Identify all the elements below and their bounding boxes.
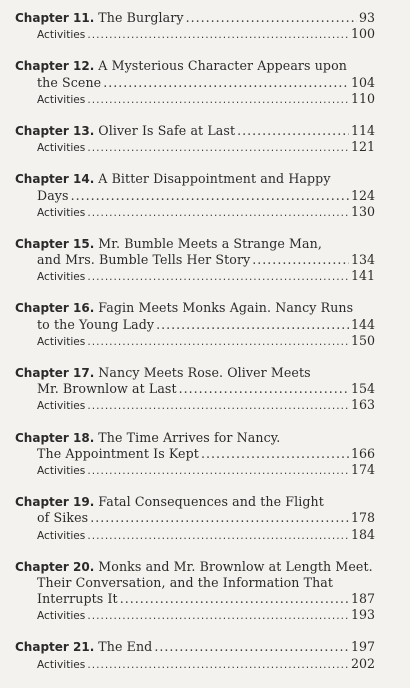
dot-leader xyxy=(87,269,349,285)
activities-label: Activities xyxy=(37,271,86,284)
chapter-title: the Scene xyxy=(37,74,102,90)
chapter-title: Nancy Meets Rose. Oliver Meets xyxy=(98,365,311,380)
chapter-title-text xyxy=(37,75,101,91)
chapter-heading-row xyxy=(15,365,375,381)
activities-row xyxy=(15,527,375,543)
chapter-heading-row xyxy=(15,236,375,252)
activities-label: Activities xyxy=(37,29,86,42)
dot-leader xyxy=(71,188,349,204)
chapter-page-number: 154 xyxy=(350,381,375,397)
activities-page-number: 110 xyxy=(350,90,375,106)
chapter-title-text xyxy=(37,591,118,607)
chapter-title-text xyxy=(37,446,199,462)
chapter-label: Chapter 14. xyxy=(15,172,95,187)
activities-row xyxy=(15,607,375,623)
table-of-contents xyxy=(15,10,375,688)
chapter-title: The Appointment Is Kept xyxy=(37,445,199,461)
chapter-page-number: 134 xyxy=(350,252,375,268)
chapter-title-continuation xyxy=(15,188,375,204)
activities-label: Activities xyxy=(37,658,86,671)
dot-leader xyxy=(179,381,349,397)
toc-entry xyxy=(15,58,375,107)
chapter-label: Chapter 21. xyxy=(15,640,95,655)
dot-leader xyxy=(87,334,349,350)
dot-leader xyxy=(90,510,349,526)
chapter-heading-row xyxy=(15,123,375,139)
chapter-title-continuation xyxy=(15,446,375,462)
chapter-page-number: 124 xyxy=(350,187,375,203)
activities-label: Activities xyxy=(37,335,86,348)
dot-leader xyxy=(87,140,349,156)
chapter-heading-row xyxy=(15,430,375,446)
chapter-label: Chapter 13. xyxy=(15,123,95,138)
chapter-title: of Sikes xyxy=(37,510,89,526)
chapter-title-text xyxy=(15,365,311,381)
chapter-title-continuation xyxy=(15,575,375,591)
chapter-label: Chapter 11. xyxy=(15,11,95,25)
chapter-title: A Mysterious Character Appears upon xyxy=(98,58,347,74)
toc-entry xyxy=(15,639,375,671)
chapter-title: The Time Arrives for Nancy. xyxy=(98,429,281,445)
chapter-title-text xyxy=(37,252,250,268)
dot-leader xyxy=(87,528,349,544)
chapter-title-text xyxy=(37,317,154,333)
activities-row xyxy=(15,268,375,284)
activities-row xyxy=(15,91,375,107)
toc-entry xyxy=(15,10,375,42)
chapter-title-text xyxy=(37,575,333,591)
activities-page-number: 184 xyxy=(350,526,375,542)
dot-leader xyxy=(237,123,349,139)
activities-page-number: 202 xyxy=(350,655,375,671)
activities-page-number: 174 xyxy=(350,461,375,477)
chapter-title-text xyxy=(15,58,347,74)
chapter-heading-row xyxy=(15,559,375,575)
chapter-title-text xyxy=(15,171,331,187)
toc-entry xyxy=(15,171,375,220)
chapter-title-text xyxy=(15,559,373,575)
dot-leader xyxy=(87,398,349,414)
chapter-label: Chapter 18. xyxy=(15,430,95,445)
activities-label: Activities xyxy=(37,464,86,477)
chapter-page-number: 197 xyxy=(350,639,375,655)
chapter-label: Chapter 16. xyxy=(15,301,95,316)
dot-leader xyxy=(120,591,349,607)
activities-label: Activities xyxy=(37,400,86,413)
toc-entry xyxy=(15,430,375,479)
dot-leader xyxy=(186,10,357,26)
toc-entry xyxy=(15,123,375,155)
chapter-page-number: 178 xyxy=(350,510,375,526)
chapter-title-continuation xyxy=(15,252,375,268)
chapter-label: Chapter 19. xyxy=(15,495,95,510)
chapter-title: The End xyxy=(98,639,153,655)
dot-leader xyxy=(103,75,349,91)
chapter-title-continuation xyxy=(15,75,375,91)
chapter-label: Chapter 15. xyxy=(15,236,95,251)
chapter-label: Chapter 20. xyxy=(15,559,95,574)
chapter-title: Mr. Bumble Meets a Strange Man, xyxy=(98,235,322,251)
dot-leader xyxy=(154,639,349,655)
toc-entry xyxy=(15,300,375,349)
chapter-title: A Bitter Disappointment and Happy xyxy=(98,171,331,187)
activities-label: Activities xyxy=(37,206,86,219)
chapter-page-number: 144 xyxy=(350,316,375,332)
chapter-title-continuation xyxy=(15,591,375,607)
activities-row xyxy=(15,397,375,413)
chapter-page-number: 104 xyxy=(350,74,375,90)
activities-row xyxy=(15,333,375,349)
chapter-page-number: 114 xyxy=(350,122,375,138)
activities-row xyxy=(15,26,375,42)
chapter-label: Chapter 12. xyxy=(15,59,95,74)
chapter-title: Their Conversation, and the Information That xyxy=(37,574,334,590)
chapter-title: to the Young Lady xyxy=(37,316,155,332)
chapter-heading-row xyxy=(15,494,375,510)
chapter-title-text xyxy=(15,10,184,26)
chapter-title: Fagin Meets Monks Again. Nancy Runs xyxy=(98,300,354,316)
chapter-title: Interrupts It xyxy=(37,591,118,607)
activities-label: Activities xyxy=(37,142,86,155)
chapter-title: The Burglary xyxy=(98,10,184,25)
activities-label: Activities xyxy=(37,529,86,542)
dot-leader xyxy=(87,27,349,43)
dot-leader xyxy=(201,446,349,462)
dot-leader xyxy=(252,252,349,268)
chapter-title: Monks and Mr. Brownlow at Length Meet. xyxy=(98,558,373,574)
toc-entry xyxy=(15,236,375,285)
chapter-title: Fatal Consequences and the Flight xyxy=(98,494,324,510)
activities-page-number: 130 xyxy=(350,203,375,219)
activities-row xyxy=(15,139,375,155)
chapter-title-continuation xyxy=(15,317,375,333)
chapter-page-number: 93 xyxy=(358,10,375,25)
activities-label: Activities xyxy=(37,93,86,106)
toc-entry xyxy=(15,365,375,414)
chapter-heading-row xyxy=(15,58,375,74)
dot-leader xyxy=(87,463,349,479)
dot-leader xyxy=(87,608,349,624)
activities-page-number: 100 xyxy=(350,26,375,42)
chapter-title-continuation xyxy=(15,510,375,526)
chapter-heading-row xyxy=(15,639,375,655)
chapter-title-continuation xyxy=(15,381,375,397)
chapter-title-text xyxy=(15,123,235,139)
activities-page-number: 163 xyxy=(350,397,375,413)
chapter-heading-row xyxy=(15,171,375,187)
chapter-title: Oliver Is Safe at Last xyxy=(98,122,236,138)
chapter-label: Chapter 17. xyxy=(15,366,95,380)
chapter-title: and Mrs. Bumble Tells Her Story xyxy=(37,252,251,268)
chapter-title-text xyxy=(37,381,177,397)
toc-entry xyxy=(15,494,375,543)
chapter-title-text xyxy=(15,300,353,316)
chapter-title-text xyxy=(15,639,152,655)
chapter-title-text xyxy=(15,494,324,510)
activities-row xyxy=(15,656,375,672)
activities-row xyxy=(15,204,375,220)
activities-page-number: 121 xyxy=(350,139,375,155)
chapter-title-text xyxy=(37,510,88,526)
activities-page-number: 141 xyxy=(350,268,375,284)
dot-leader xyxy=(87,92,349,108)
chapter-page-number: 166 xyxy=(350,445,375,461)
dot-leader xyxy=(87,657,349,673)
chapter-heading-row xyxy=(15,300,375,316)
activities-label: Activities xyxy=(37,610,86,623)
dot-leader xyxy=(156,317,349,333)
activities-page-number: 193 xyxy=(350,607,375,623)
activities-page-number: 150 xyxy=(350,332,375,348)
chapter-title-text xyxy=(15,430,280,446)
toc-entry xyxy=(15,559,375,624)
activities-row xyxy=(15,462,375,478)
dot-leader xyxy=(87,205,349,221)
chapter-title: Mr. Brownlow at Last xyxy=(37,381,177,397)
chapter-title: Days xyxy=(37,187,69,203)
chapter-page-number: 187 xyxy=(350,591,375,607)
chapter-heading-row xyxy=(15,10,375,26)
chapter-title-text xyxy=(15,236,322,252)
chapter-title-text xyxy=(37,188,69,204)
